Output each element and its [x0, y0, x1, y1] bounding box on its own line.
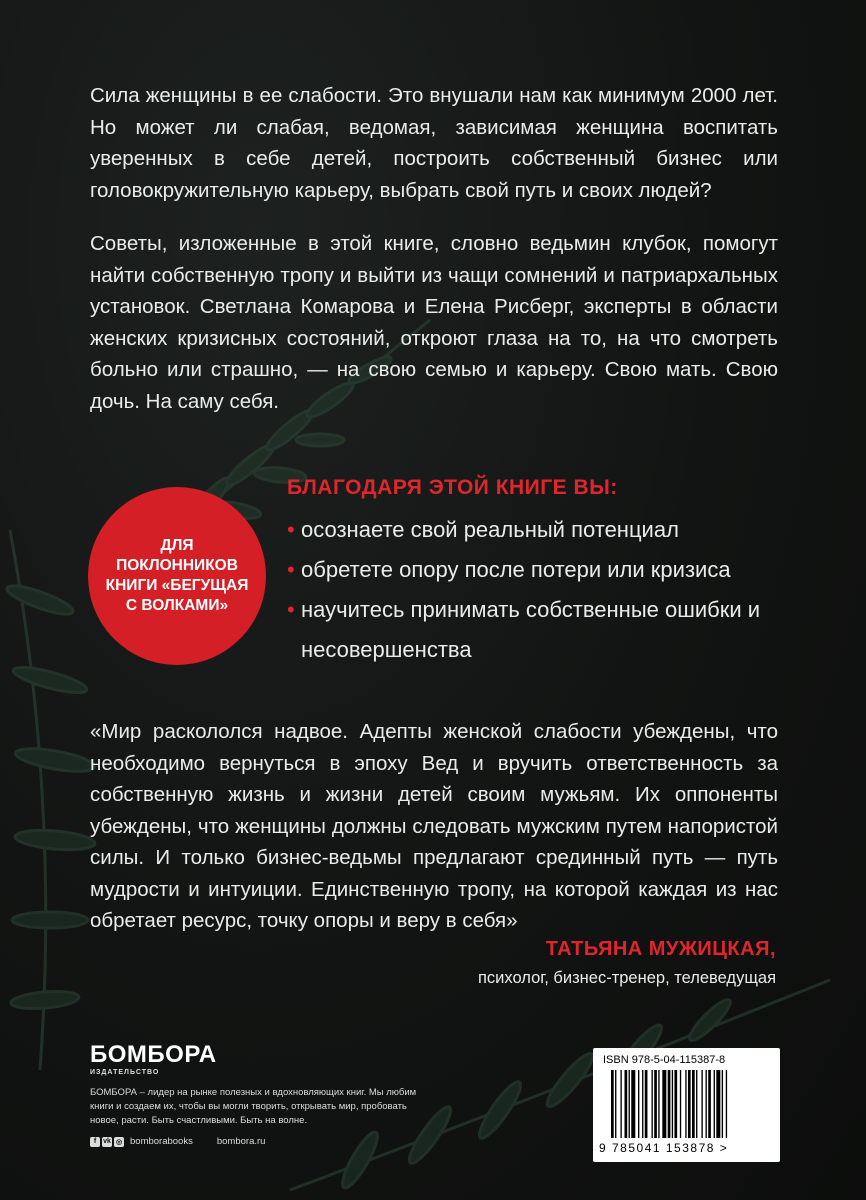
benefits-section	[287, 476, 787, 670]
publisher-links	[90, 1136, 430, 1147]
barcode-number: 9 785041 153878 >	[599, 1141, 729, 1155]
social-icons	[90, 1137, 124, 1147]
bullet-icon: •	[287, 557, 295, 582]
benefit-item	[287, 550, 787, 590]
publisher-block	[90, 1043, 430, 1147]
publisher-description: БОМБОРА – лидер на рынке полезных и вдохновляющих книг. Мы любим книги и создаем их, чтобы вы могли творить, открывать мир, пробовать новое, расти. Быть счастливыми. Быть на волне.	[90, 1087, 417, 1126]
benefit-item	[287, 590, 787, 670]
benefit-text: осознаете свой реальный потенциал	[301, 517, 679, 542]
benefit-text: научитесь принимать собственные ошибки и несовершенства	[301, 597, 761, 662]
vk-icon: vk	[103, 1138, 111, 1145]
testimonial-quote: «Мир раскололся надвое. Адепты женской слабости убеждены, что необходимо вернуться в эпоху Вед и вручить ответственность за собственную жизнь и жизни детей своим мужьям. Их оппоненты убеждены, что женщины должны следовать мужским путем напористой силы. И только бизнес-ведьмы предлагают срединный путь — путь мудрости и интуиции. Единственную тропу, на которой каждая из нас обретает ресурс, точку опоры и веру в себя»	[90, 720, 778, 932]
intro-paragraph-2: Советы, изложенные в этой книге, словно ведьмин клубок, помогут найти собственную тропу и выйти из чащи сомнений и патриархальных установок. Светлана Комарова и Елена Рисберг, эксперты в области женских кризисных состояний, откроют глаза на то, на что смотреть больно или страшно, — на свою семью и карьеру. Свою мать. Свою дочь. На саму себя.	[90, 232, 778, 413]
social-handle: bomborabooks	[130, 1136, 193, 1147]
bullet-icon: •	[287, 517, 295, 542]
publisher-site: bombora.ru	[216, 1136, 266, 1147]
quote-author: ТАТЬЯНА МУЖИЦКАЯ,	[545, 938, 776, 960]
benefits-title: БЛАГОДАРЯ ЭТОЙ КНИГЕ ВЫ:	[287, 476, 618, 499]
quote-attribution	[478, 938, 776, 988]
isbn-label: ISBN 978-5-04-115387-8	[603, 1054, 726, 1066]
badge-text: ДЛЯ ПОКЛОННИКОВ КНИГИ «БЕГУЩАЯ С ВОЛКАМИ»	[105, 537, 249, 614]
barcode-icon	[611, 1070, 769, 1138]
intro-paragraph-1: Сила женщины в ее слабости. Это внушали нам как минимум 2000 лет. Но может ли слабая, ведомая, зависимая женщина воспитать уверенных в себе детей, построить собственный бизнес или головокружительную карьеру, выбрать свой путь и своих людей?	[90, 84, 778, 202]
recommendation-badge	[88, 487, 266, 665]
benefit-item	[287, 510, 787, 550]
bullet-icon: •	[287, 597, 295, 622]
instagram-icon: ◎	[115, 1138, 123, 1146]
benefit-text: обретете опору после потери или кризиса	[301, 557, 731, 582]
facebook-icon: f	[90, 1137, 100, 1147]
publisher-logo: БОМБОРА	[90, 1041, 217, 1068]
quote-author-role: психолог, бизнес-тренер, телеведущая	[477, 969, 776, 987]
isbn-barcode-box	[593, 1048, 780, 1162]
publisher-logo-subtitle: ИЗДАТЕЛЬСТВО	[90, 1069, 160, 1076]
